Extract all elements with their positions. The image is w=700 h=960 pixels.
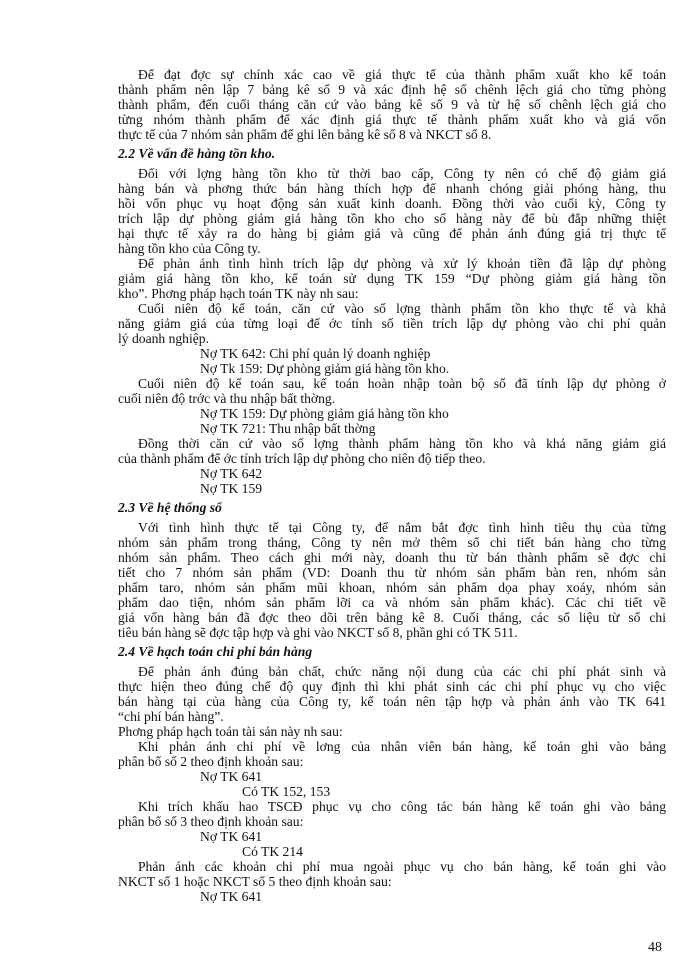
paragraph-line: Phản ánh các khoản chi phí mua ngoài phục vụ cho bán hàng, kế toán ghi vào	[138, 859, 666, 874]
accounting-entry: Nợ TK 721: Thu nhập bất thờng	[200, 421, 376, 436]
paragraph-line: phân bổ số 3 theo định khoản sau:	[118, 814, 304, 829]
paragraph-line: hồi vốn phục vụ hoạt động sản xuất kinh doanh. Đồng thời vào cuối kỳ, Công ty	[118, 196, 666, 211]
accounting-entry: Nợ TK 642: Chi phí quản lý doanh nghiệp	[200, 346, 431, 361]
paragraph-line: Đối với lợng hàng tồn kho từ thời bao cấp, Công ty nên có chế độ giảm giá	[138, 166, 666, 181]
paragraph-line: cuối niên độ trớc và thu nhập bất thờng.	[118, 391, 336, 406]
paragraph-line: thành phẩm nên lập 7 bảng kê số 9 và xác định hệ số chênh lệch giá cho từng phòng	[118, 82, 666, 97]
paragraph-line: Khi trích khấu hao TSCĐ phục vụ cho công tác bán hàng kế toán ghi vào bảng	[138, 799, 666, 814]
page-number: 48	[648, 940, 662, 955]
paragraph-line: NKCT số 1 hoặc NKCT số 5 theo định khoản sau:	[118, 874, 392, 889]
paragraph-line: Cuối niên độ kế toán, căn cứ vào số lợng thành phẩm tồn kho thực tế và khả	[138, 301, 666, 316]
paragraph-line: nhóm sản phẩm trong tháng, Công ty nên mở thêm sổ chi tiết bán hàng cho từng	[118, 535, 666, 550]
paragraph-line: trích lập dự phòng giảm giá hàng tồn kho cho số hàng này để bù đắp những thiệt	[118, 211, 666, 226]
paragraph-line: tiết cho 7 nhóm sản phẩm (VD: Doanh thu từ nhóm sản phẩm bàn ren, nhóm sản	[118, 565, 666, 580]
paragraph-line: Với tình hình thực tế tại Công ty, để nắm bắt đợc tình hình tiêu thụ của từng	[138, 520, 666, 535]
paragraph-line: hàng bán và phơng thức bán hàng thích hợp để nhanh chóng giải phóng hàng, thu	[118, 181, 666, 196]
accounting-entry: Nợ TK 641	[200, 769, 263, 784]
paragraph-line: bán hàng tại của hàng của Công ty, kế toán nên tập hợp và phản ánh vào TK 641	[118, 694, 666, 709]
paragraph-line: Để đạt đợc sự chính xác cao về giá thực tế của thành phẩm xuất kho kế toán	[138, 67, 666, 82]
paragraph-line: tiêu bán hàng sẽ đợc tập hợp và ghi vào NKCT số 8, phần ghi có TK 511.	[118, 625, 518, 640]
paragraph-line: thành phẩm, đến cuối tháng căn cứ vào bảng kê số 9 và từ hệ số chênh lệch giá cho	[118, 97, 666, 112]
paragraph-line: nhóm sản phẩm. Theo cách ghi mới này, doanh thu từ bán thành phẩm sẽ đợc chi	[118, 550, 666, 565]
paragraph-line: hại thực tế xảy ra do hàng bị giảm giá và cũng để phản ánh đúng giá trị thực tế	[118, 226, 666, 241]
paragraph-line: Để phản ánh đúng bản chất, chức năng nội dung của các chi phí phát sinh và	[138, 664, 666, 679]
accounting-entry: Nợ TK 159	[200, 481, 263, 496]
paragraph-line: giá vốn hàng bán đã đợc theo dõi trên bảng kê 8. Cuối tháng, các sổ liệu từ sổ chi	[118, 610, 666, 625]
paragraph-line: Cuối niên độ kế toán sau, kế toán hoàn nhập toàn bộ số đã tính lập dự phòng ở	[138, 376, 666, 391]
paragraph-line: lý doanh nghiệp.	[118, 331, 209, 346]
section-heading: 2.3 Về hệ thống sổ	[118, 500, 222, 515]
paragraph-line: Đồng thời căn cứ vào số lợng thành phẩm hàng tồn kho và khả năng giảm giá	[138, 436, 666, 451]
paragraph-line: Để phản ánh tình hình trích lập dự phòng và xử lý khoản tiền đã lập dự phòng	[138, 256, 666, 271]
accounting-entry: Nợ TK 159: Dự phòng giảm giá hàng tồn kho	[200, 406, 449, 421]
accounting-entry: Nợ TK 641	[200, 829, 263, 844]
accounting-entry: Nợ Tk 159: Dự phòng giảm giá hàng tồn kho.	[200, 361, 450, 376]
paragraph-line: từng nhóm thành phẩm để xác định giá thực tế thành phẩm xuất kho và giá vốn	[118, 112, 666, 127]
paragraph-line: giảm giá hàng tồn kho, kế toán sử dụng TK 159 “Dự phòng giảm giá hàng tồn	[118, 271, 666, 286]
paragraph-line: phân bổ số 2 theo định khoản sau:	[118, 754, 304, 769]
section-heading: 2.2 Về vấn đề hàng tồn kho.	[118, 146, 276, 161]
paragraph-line: Khi phản ánh chi phí về lơng của nhân viên bán hàng, kế toán ghi vào bảng	[138, 739, 666, 754]
accounting-entry: Có TK 152, 153	[242, 784, 331, 799]
accounting-entry: Nợ TK 641	[200, 889, 263, 904]
paragraph-line: thực hiện theo đúng chế độ quy định thì khi phát sinh các chi phí phục vụ cho việc	[118, 679, 666, 694]
paragraph-line: “chi phí bán hàng”.	[118, 709, 224, 724]
paragraph-line: hàng tồn kho của Công ty.	[118, 241, 261, 256]
paragraph-line: kho”. Phơng pháp hạch toán TK này nh sau:	[118, 286, 359, 301]
accounting-entry: Có TK 214	[242, 844, 303, 859]
paragraph-line: năng giảm giá của từng loại để ớc tính số tiền trích lập dự phòng vào chi phí quản	[118, 316, 666, 331]
section-heading: 2.4 Về hạch toán chi phí bán hàng	[118, 644, 313, 659]
accounting-entry: Nợ TK 642	[200, 466, 263, 481]
paragraph-line: thực tế của 7 nhóm sản phẩm để ghi lên bảng kê số 8 và NKCT số 8.	[118, 127, 492, 142]
paragraph-line: phẩm taro, nhóm sản phẩm mũi khoan, nhóm sản phẩm dọa phay xoáy, nhóm sản	[118, 580, 666, 595]
paragraph-line: phẩm dao tiện, nhóm sản phẩm lỡi ca và nhóm sản phẩm khác). Các chi tiết về	[118, 595, 666, 610]
paragraph-line: của thành phẩm để ớc tính trích lập dự phòng cho niên độ tiếp theo.	[118, 451, 486, 466]
paragraph-line: Phơng pháp hạch toán tài sản này nh sau:	[118, 724, 343, 739]
